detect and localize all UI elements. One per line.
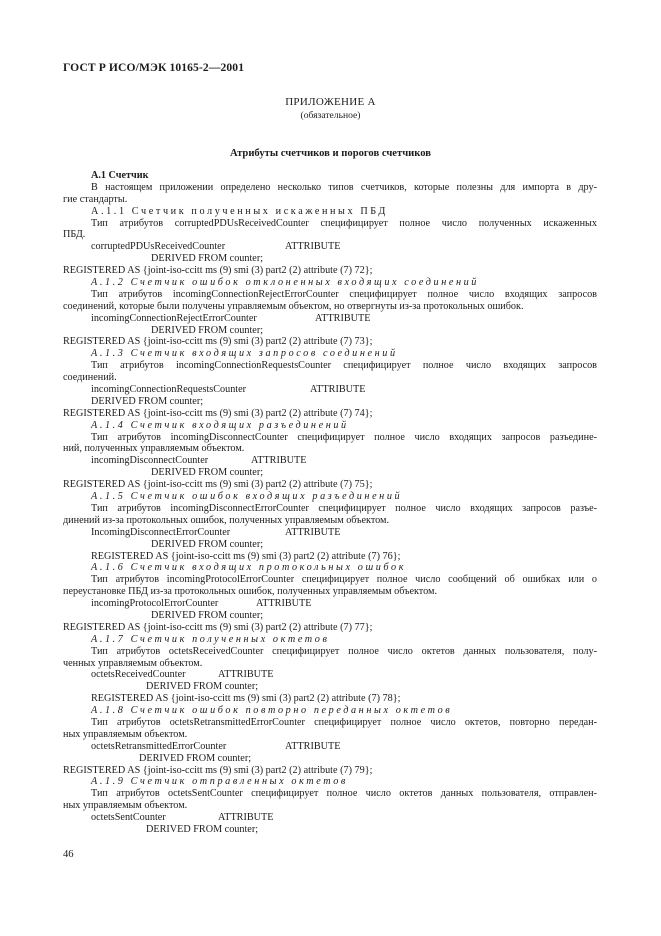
attribute-keyword: ATTRIBUTE <box>218 669 274 681</box>
text-line: DERIVED FROM counter; <box>139 752 252 764</box>
text-line <box>63 741 597 753</box>
text-line: A.1.2 Счетчик ошибок отклоненных входящих соединений <box>91 277 480 289</box>
text-line: DERIVED FROM counter; <box>151 538 264 550</box>
text-line: A.1.6 Счетчик входящих протокольных ошибок <box>91 562 407 574</box>
attribute-name: octetsSentCounter <box>91 812 166 824</box>
text-line: Тип атрибутов incomingConnectionRequestsCounter специфицирует полное число входящих запросов <box>91 360 597 372</box>
text-line <box>63 313 597 325</box>
text-line: REGISTERED AS {joint-iso-ccitt ms (9) smi (3) part2 (2) attribute (7) 74}; <box>63 407 373 419</box>
attribute-name: incomingConnectionRequestsCounter <box>91 384 247 396</box>
attribute-name: incomingProtocolErrorCounter <box>91 598 219 610</box>
appendix-title: ПРИЛОЖЕНИЕ А <box>285 96 376 108</box>
text-line: REGISTERED AS {joint-iso-ccitt ms (9) smi (3) part2 (2) attribute (7) 75}; <box>63 479 373 491</box>
text-line: ПБД. <box>63 229 86 241</box>
appendix-subtitle: (обязательное) <box>300 110 361 121</box>
text-line <box>63 384 597 396</box>
text-line: REGISTERED AS {joint-iso-ccitt ms (9) smi (3) part2 (2) attribute (7) 78}; <box>91 693 401 705</box>
text-line: DERIVED FROM counter; <box>146 681 259 693</box>
page-number: 46 <box>63 849 74 860</box>
text-line: REGISTERED AS {joint-iso-ccitt ms (9) smi (3) part2 (2) attribute (7) 76}; <box>91 550 401 562</box>
text-line: A.1 Счетчик <box>91 170 149 181</box>
attribute-keyword: ATTRIBUTE <box>218 812 274 824</box>
text-line: Тип атрибутов incomingDisconnectCounter специфицирует полное число входящих запросов разъедине- <box>91 431 597 443</box>
attribute-name: corruptedPDUsReceivedCounter <box>91 241 226 253</box>
text-line: ний, полученных управляемым объектом. <box>63 443 245 455</box>
text-line <box>63 241 597 253</box>
text-line: динений из-за протокольных ошибок, полученных управляемым объектом. <box>63 514 390 526</box>
text-line: Тип атрибутов octetsRetransmittedErrorCounter специфицирует полное число октетов, повторно передан- <box>91 716 597 728</box>
text-line: ных управляемым объектом. <box>63 800 188 812</box>
text-line: DERIVED FROM counter; <box>151 467 264 479</box>
attribute-keyword: ATTRIBUTE <box>285 740 341 752</box>
text-line: ченных управляемым объектом. <box>63 657 203 669</box>
text-line: DERIVED FROM counter; <box>151 609 264 621</box>
text-line: В настоящем приложении определено несколько типов счетчиков, которые полезны для импорта в дру- <box>91 181 597 193</box>
text-line: переустановке ПБД из-за протокольных ошибок, полученных управляемым объектом. <box>63 586 438 598</box>
text-line: DERIVED FROM counter; <box>151 253 264 265</box>
text-line: A.1.5 Счетчик ошибок входящих разъединений <box>91 491 403 503</box>
document-body <box>63 170 597 836</box>
attribute-keyword: ATTRIBUTE <box>315 312 371 324</box>
document-header: ГОСТ Р ИСО/МЭК 10165-2—2001 <box>63 61 245 74</box>
attribute-keyword: ATTRIBUTE <box>285 241 341 253</box>
attribute-keyword: ATTRIBUTE <box>256 598 312 610</box>
text-line: A.1.3 Счетчик входящих запросов соединений <box>91 348 398 360</box>
text-line <box>63 669 597 681</box>
attribute-name: incomingConnectionRejectErrorCounter <box>91 312 257 324</box>
text-line <box>63 598 597 610</box>
text-line: ных управляемым объектом. <box>63 728 188 740</box>
section-heading: Атрибуты счетчиков и порогов счетчиков <box>229 148 432 159</box>
text-line: DERIVED FROM counter; <box>151 324 264 336</box>
text-line: соединений, которые были получены управляемым объектом, но отвергнуты из-за протокольных ошибок. <box>63 300 524 312</box>
text-line: REGISTERED AS {joint-iso-ccitt ms (9) smi (3) part2 (2) attribute (7) 72}; <box>63 265 373 277</box>
text-line: A.1.9 Счетчик отправленных октетов <box>91 776 348 788</box>
text-line: Тип атрибутов octetsSentCounter специфицирует полное число октетов данных пользователя, отправлен- <box>91 788 597 800</box>
text-line: A.1.8 Счетчик ошибок повторно переданных октетов <box>91 705 453 717</box>
text-line: гие стандарты. <box>63 193 128 205</box>
text-line: DERIVED FROM counter; <box>91 395 204 407</box>
text-line: Тип атрибутов octetsReceivedCounter специфицирует полное число октетов данных пользователя, полу- <box>91 645 597 657</box>
text-line <box>63 527 597 539</box>
text-line: A.1.7 Счетчик полученных октетов <box>91 633 330 645</box>
attribute-name: incomingDisconnectCounter <box>91 455 209 467</box>
text-line: REGISTERED AS {joint-iso-ccitt ms (9) smi (3) part2 (2) attribute (7) 77}; <box>63 621 373 633</box>
attribute-keyword: ATTRIBUTE <box>310 384 366 396</box>
attribute-keyword: ATTRIBUTE <box>251 455 307 467</box>
text-line: Тип атрибутов corruptedPDUsReceivedCounter специфицирует полное число полученных искаженных <box>91 217 597 229</box>
text-line: REGISTERED AS {joint-iso-ccitt ms (9) smi (3) part2 (2) attribute (7) 73}; <box>63 336 373 348</box>
text-line: DERIVED FROM counter; <box>146 823 259 835</box>
text-line <box>63 455 597 467</box>
attribute-name: octetsRetransmittedErrorCounter <box>91 740 227 752</box>
attribute-keyword: ATTRIBUTE <box>285 526 341 538</box>
attribute-name: IncomingDisconnectErrorCounter <box>91 526 231 538</box>
text-line: A.1.1 Счетчик полученных искаженных ПБД <box>91 205 388 217</box>
text-line: соединений. <box>63 372 117 384</box>
text-line: Тип атрибутов incomingConnectionRejectErrorCounter специфицирует полное число входящих запросов <box>91 288 597 300</box>
attribute-name: octetsReceivedCounter <box>91 669 186 681</box>
text-line: A.1.4 Счетчик входящих разъединений <box>91 419 349 431</box>
text-line: REGISTERED AS {joint-iso-ccitt ms (9) smi (3) part2 (2) attribute (7) 79}; <box>63 764 373 776</box>
text-line: Тип атрибутов incomingProtocolErrorCounter специфицирует полное число сообщений об ошибках или о <box>91 574 597 586</box>
text-line <box>63 812 597 824</box>
text-line: Тип атрибутов incomingDisconnectErrorCounter специфицирует полное число входящих запросов разъе- <box>91 502 597 514</box>
